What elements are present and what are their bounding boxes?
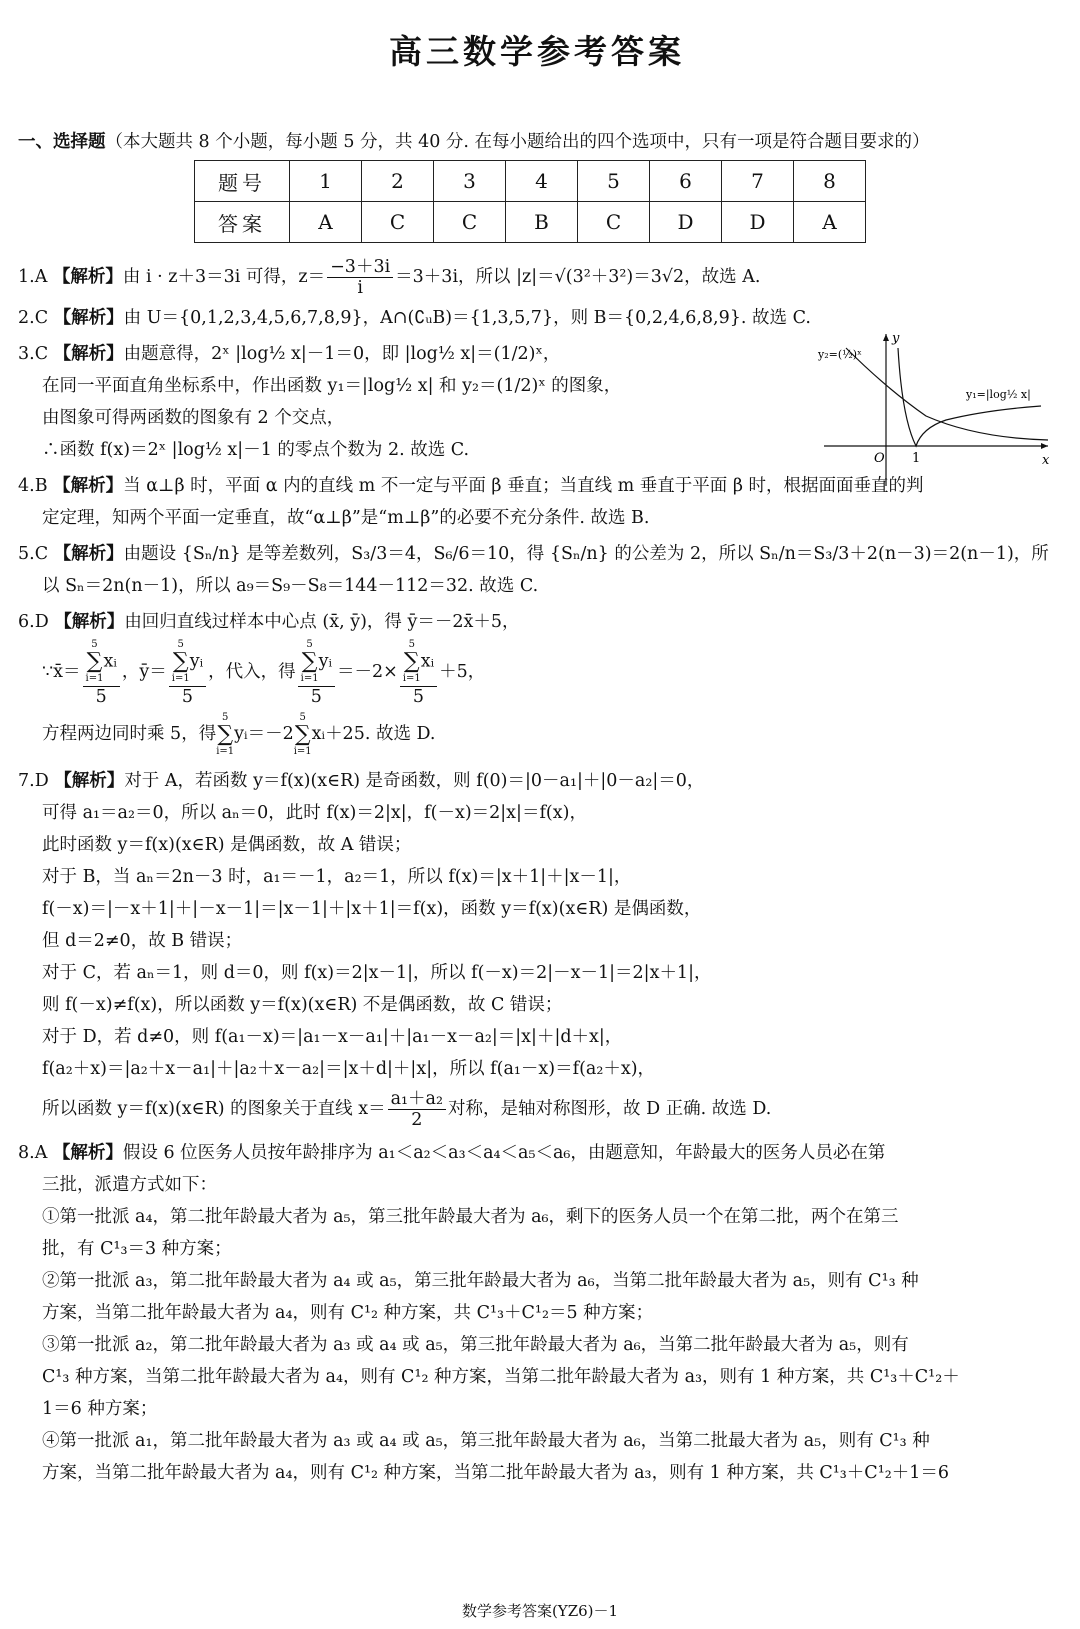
solutions [18,257,1056,1489]
table-row [195,202,866,243]
sum-symbol: 5 ∑ i=1 [216,711,235,757]
analysis-tag: 【解析】 [54,771,125,791]
line: 对于 C，若 aₙ＝1，则 d＝0，则 f(x)＝2|x－1|，所以 f(－x)＝2|－x－1|＝2|x＋1|， [42,963,712,983]
line: 可得 a₁＝a₂＝0，所以 aₙ＝0，此时 f(x)＝2|x|，f(－x)＝2|x|＝f(x)， [42,803,587,823]
analysis-tag: 【解析】 [54,612,125,632]
line: 在同一平面直角坐标系中，作出函数 y₁＝|log½ x| 和 y₂＝(1/2)ˣ 的图象， [42,376,622,396]
solution-1 [18,257,1056,298]
graph-label-y2: y₂=(½)ˣ [818,348,862,361]
table-cell: 1 [290,161,362,202]
graph-tick-one: 1 [912,451,921,466]
line: ①第一批派 a₄，第二批年龄最大者为 a₅，第三批年龄最大者为 a₆，剩下的医务人员一个在第二批，两个在第三 [42,1207,899,1227]
line: 由图象可得两函数的图象有 2 个交点， [42,408,345,428]
row-label-answer: 答案 [195,202,290,243]
line: 所以函数 y＝f(x)(x∈R) 的图象关于直线 x＝ $\frac{\text{a₁＋a₂}}{2}$ 对称，是轴对称图形，故 D 正确. 故选 D. [42,1089,772,1130]
line: ②第一批派 a₃，第二批年龄最大者为 a₄ 或 a₅，第三批年龄最大者为 a₆，当第二批年龄最大者为 a₅，则有 C¹₃ 种 [42,1271,919,1291]
table-cell: B [506,202,578,243]
solution-6 [18,606,1056,761]
fraction: $\frac{-3+3i}{i}$ [327,257,393,298]
sum-symbol: 5 ∑ i=1 [293,711,312,757]
page-footer: 数学参考答案(YZ6)－1 [461,1602,619,1620]
line: 方程两边同时乘 5，得 5 ∑ i=1 yᵢ＝－2 5 ∑ i=1 xᵢ＋25. 故选 D. [42,711,436,757]
section-label: 一、选择题 [18,132,106,152]
line: 对于 D，若 d≠0，则 f(a₁－x)＝|a₁－x－a₁|＋|a₁－x－a₂|＝|x|＋|d＋x|， [42,1027,623,1047]
line: 方案，当第二批年龄最大者为 a₄，则有 C¹₂ 种方案，共 C¹₃＋C¹₂＝5 种方案； [42,1303,654,1323]
analysis-tag: 【解析】 [52,1143,123,1163]
table-cell: A [290,202,362,243]
section-note: （本大题共 8 个小题，每小题 5 分，共 40 分. 在每小题给出的四个选项中，只有一项是符合题目要求的） [105,132,930,152]
x-axis-arrow-icon [1041,443,1048,449]
line: 2.C 【解析】由 U＝{0,1,2,3,4,5,6,7,8,9}，A∩(∁ᵤB)＝{1,3,5,7}，则 B＝{0,2,4,6,8,9}. 故选 C. [18,308,811,328]
section-heading [18,130,1056,154]
table-cell: 5 [578,161,650,202]
line: f(a₂＋x)＝|a₂＋x－a₁|＋|a₂＋x－a₂|＝|x＋d|＋|x|，所以 f(a₁－x)＝f(a₂＋x)， [42,1059,656,1079]
line: 则 f(－x)≠f(x)，所以函数 y＝f(x)(x∈R) 不是偶函数，故 C 错误； [42,995,563,1015]
page-title: 高三数学参考答案 [389,32,685,71]
line: 5.C 【解析】由题设 {Sₙ/n} 是等差数列，S₃/3＝4，S₆/6＝10，得 {Sₙ/n} 的公差为 2，所以 Sₙ/n＝S₃/3＋2(n－3)＝2(n－1)，所 [18,544,1049,564]
line: ∴函数 f(x)＝2ˣ |log½ x|－1 的零点个数为 2. 故选 C. [42,440,470,460]
line: 方案，当第二批年龄最大者为 a₄，则有 C¹₂ 种方案，当第二批年龄最大者为 a₃，则有 1 种方案，共 C¹₃＋C¹₂＋1＝6 [42,1463,949,1483]
sum-symbol: 5 ∑ i=1 [85,639,104,684]
line: ③第一批派 a₂，第二批年龄最大者为 a₃ 或 a₄ 或 a₅，第三批年龄最大者为 a₆，当第二批年龄最大者为 a₅，则有 [42,1335,909,1355]
sum-symbol: 5 ∑ i=1 [300,639,319,684]
table-cell: 8 [794,161,866,202]
line: 对于 B，当 aₙ＝2n－3 时，a₁＝－1，a₂＝1，所以 f(x)＝|x＋1|＋|x－1|， [42,867,632,887]
table-row [195,161,866,202]
line: 8.A 【解析】假设 6 位医务人员按年龄排序为 a₁＜a₂＜a₃＜a₄＜a₅＜a₆，由题意知，年龄最大的医务人员必在第 [18,1143,886,1163]
table-cell: 7 [722,161,794,202]
analysis-tag: 【解析】 [53,308,124,328]
line: 批，有 C¹₃＝3 种方案； [42,1239,232,1259]
line: ∵x̄＝ 5 ∑ i=1 xᵢ 5 ，ȳ＝ 5 ∑ i=1 yᵢ 5 ，代入，得 5 ∑ i=1 yᵢ 5 ＝－2× 5 ∑ i=1 xᵢ 5 ＋5， [42,639,486,707]
analysis-tag: 【解析】 [52,267,123,287]
fraction: 5 ∑ i=1 xᵢ 5 [83,638,120,707]
analysis-tag: 【解析】 [53,344,124,364]
row-label-number: 题号 [195,161,290,202]
solution-5 [18,538,1056,602]
line: 3.C 【解析】由题意得，2ˣ |log½ x|－1＝0，即 |log½ x|＝(1/2)ˣ， [18,344,561,364]
line: 6.D 【解析】由回归直线过样本中心点 (x̄, ȳ)，得 ȳ＝－2x̄＋5， [18,612,520,632]
line: 1.A 【解析】由 i · z＋3＝3i 可得，z＝ $\frac{-3+3i}{i}$ ＝3＋3i，所以 |z|＝√(3²＋3²)＝3√2，故选 A. [18,257,761,298]
sum-symbol: 5 ∑ i=1 [402,639,421,684]
graph-label-y1: y₁=|log½ x| [966,388,1031,401]
table-cell: C [578,202,650,243]
line: 三批，派遣方式如下： [42,1175,217,1195]
table-cell: 4 [506,161,578,202]
solution-8 [18,1137,1056,1489]
table-cell: 6 [650,161,722,202]
analysis-tag: 【解析】 [53,544,124,564]
analysis-tag: 【解析】 [53,476,124,496]
table-cell: D [722,202,794,243]
solution-7 [18,765,1056,1133]
line: 7.D 【解析】对于 A，若函数 y＝f(x)(x∈R) 是奇函数，则 f(0)＝|0－a₁|＋|0－a₂|＝0， [18,771,705,791]
line: 此时函数 y＝f(x)(x∈R) 是偶函数，故 A 错误； [42,835,412,855]
y-axis-arrow-icon [883,334,889,341]
graph-origin: O [874,451,885,466]
table-cell: A [794,202,866,243]
fraction: $\frac{\text{a₁＋a₂}}{2}$ [388,1089,446,1130]
table-cell: 3 [434,161,506,202]
line: 定定理，知两个平面一定垂直，故“α⊥β”是“m⊥β”的必要不充分条件. 故选 B. [42,508,650,528]
line: 但 d＝2≠0，故 B 错误； [42,931,243,951]
table-cell: D [650,202,722,243]
function-graph [816,328,1056,488]
graph-x-label: x [1042,453,1050,468]
graph-y-label: y [892,331,900,346]
fraction: 5 ∑ i=1 xᵢ 5 [400,638,437,707]
fraction: 5 ∑ i=1 yᵢ 5 [298,638,335,707]
solution-3 [18,331,1056,468]
answer-table [194,160,866,243]
line: f(－x)＝|－x＋1|＋|－x－1|＝|x－1|＋|x＋1|＝f(x)，函数 y＝f(x)(x∈R) 是偶函数， [42,899,702,919]
table-cell: 2 [362,161,434,202]
sum-symbol: 5 ∑ i=1 [171,639,190,684]
line: 4.B 【解析】当 α⊥β 时，平面 α 内的直线 m 不一定与平面 β 垂直；当直线 m 垂直于平面 β 时，根据面面垂直的判 [18,476,924,496]
line: C¹₃ 种方案，当第二批年龄最大者为 a₄，则有 C¹₂ 种方案，当第二批年龄最大者为 a₃，则有 1 种方案，共 C¹₃＋C¹₂＋ [42,1367,960,1387]
solution-4 [18,470,1056,534]
line: ④第一批派 a₁，第二批年龄最大者为 a₃ 或 a₄ 或 a₅，第三批年龄最大者为 a₆，当第二批最大者为 a₅，则有 C¹₃ 种 [42,1431,930,1451]
line: 以 Sₙ＝2n(n－1)，所以 a₉＝S₉－S₈＝144－112＝32. 故选 C. [42,576,539,596]
table-cell: C [434,202,506,243]
fraction: 5 ∑ i=1 yᵢ 5 [169,638,206,707]
table-cell: C [362,202,434,243]
line: 1＝6 种方案； [42,1399,158,1419]
